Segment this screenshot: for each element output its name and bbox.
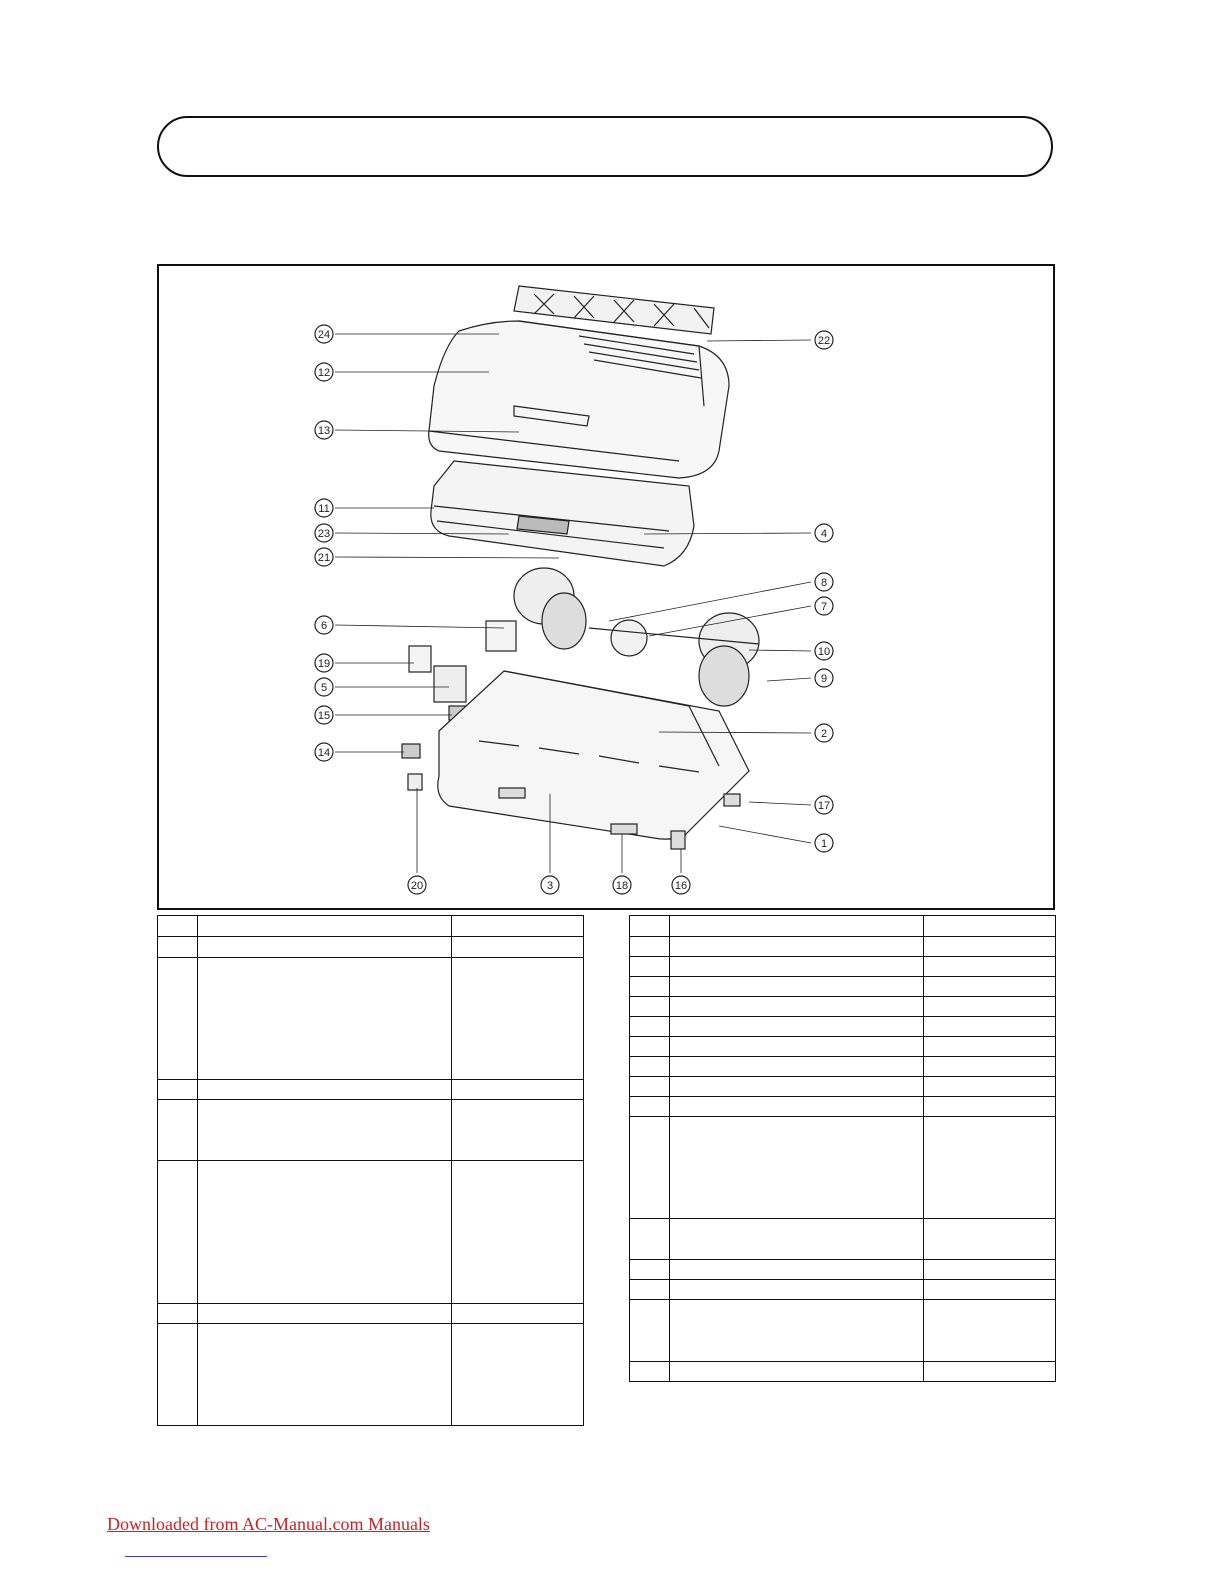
callout-7	[815, 597, 833, 615]
callout-number: 3	[546, 880, 554, 892]
callout-23	[315, 524, 333, 542]
table-row	[630, 916, 1056, 937]
callout-12	[315, 363, 333, 381]
callout-number: 23	[317, 528, 331, 540]
table-row	[630, 1280, 1056, 1300]
callout-number: 16	[674, 880, 688, 892]
callout-17	[815, 796, 833, 814]
exploded-view-diagram	[157, 264, 1055, 910]
callout-number: 10	[817, 646, 831, 658]
footer-divider	[125, 1556, 267, 1557]
table-row	[158, 1080, 584, 1100]
table-row	[630, 937, 1056, 957]
callout-14	[315, 743, 333, 761]
callout-2	[815, 724, 833, 742]
callout-number: 13	[317, 425, 331, 437]
callout-number: 11	[318, 503, 330, 515]
table-row	[158, 1324, 584, 1426]
table-row	[630, 1362, 1056, 1382]
table-row	[630, 957, 1056, 977]
table-row	[630, 1057, 1056, 1077]
callout-number: 24	[317, 329, 331, 341]
callout-16	[672, 876, 690, 894]
callout-number: 18	[615, 880, 629, 892]
parts-table-right	[629, 915, 1056, 1382]
callout-5	[315, 678, 333, 696]
callout-number: 19	[317, 658, 331, 670]
callout-number: 20	[410, 880, 424, 892]
parts-table-left	[157, 915, 584, 1426]
table-row	[630, 1300, 1056, 1362]
table-row	[158, 1161, 584, 1304]
front-panel-part	[431, 461, 694, 566]
callout-10	[815, 642, 833, 660]
table-row	[630, 977, 1056, 997]
table-row	[630, 1037, 1056, 1057]
table-row	[630, 1117, 1056, 1219]
callout-number: 4	[820, 528, 828, 540]
table-row	[630, 1017, 1056, 1037]
callout-6	[315, 616, 333, 634]
callout-number: 15	[317, 710, 331, 722]
callout-9	[815, 669, 833, 687]
table-row	[630, 1260, 1056, 1280]
table-row	[158, 916, 584, 937]
footer-download-link[interactable]: Downloaded from AC-Manual.com Manuals	[107, 1514, 430, 1534]
table-row	[630, 1219, 1056, 1260]
callout-11	[315, 499, 333, 517]
callout-19	[315, 654, 333, 672]
table-row	[158, 1304, 584, 1324]
callout-number: 21	[317, 552, 331, 564]
table-row	[630, 1077, 1056, 1097]
callout-number: 5	[320, 682, 328, 694]
table-row	[158, 1100, 584, 1161]
callout-1	[815, 834, 833, 852]
table-row	[630, 1097, 1056, 1117]
top-cover-part	[429, 321, 729, 478]
callout-22	[815, 331, 833, 349]
exploded-view-drawing	[159, 266, 1053, 908]
callout-15	[315, 706, 333, 724]
table-row	[158, 937, 584, 958]
table-row	[630, 997, 1056, 1017]
callout-number: 8	[820, 577, 828, 589]
callout-21	[315, 548, 333, 566]
callout-20	[408, 876, 426, 894]
table-row	[158, 958, 584, 1080]
callout-number: 12	[317, 367, 331, 379]
callout-4	[815, 524, 833, 542]
callout-number: 17	[817, 800, 831, 812]
callout-number: 6	[320, 620, 328, 632]
callout-number: 1	[820, 838, 828, 850]
callout-number: 22	[817, 335, 831, 347]
callout-number: 2	[820, 728, 828, 740]
callout-18	[613, 876, 631, 894]
callout-number: 14	[317, 747, 331, 759]
base-and-evaporator-part	[438, 671, 749, 849]
callout-24	[315, 325, 333, 343]
callout-number: 9	[820, 673, 828, 685]
callout-number: 7	[820, 601, 828, 613]
callout-8	[815, 573, 833, 591]
callout-13	[315, 421, 333, 439]
callout-3	[541, 876, 559, 894]
section-title-box	[157, 116, 1053, 177]
